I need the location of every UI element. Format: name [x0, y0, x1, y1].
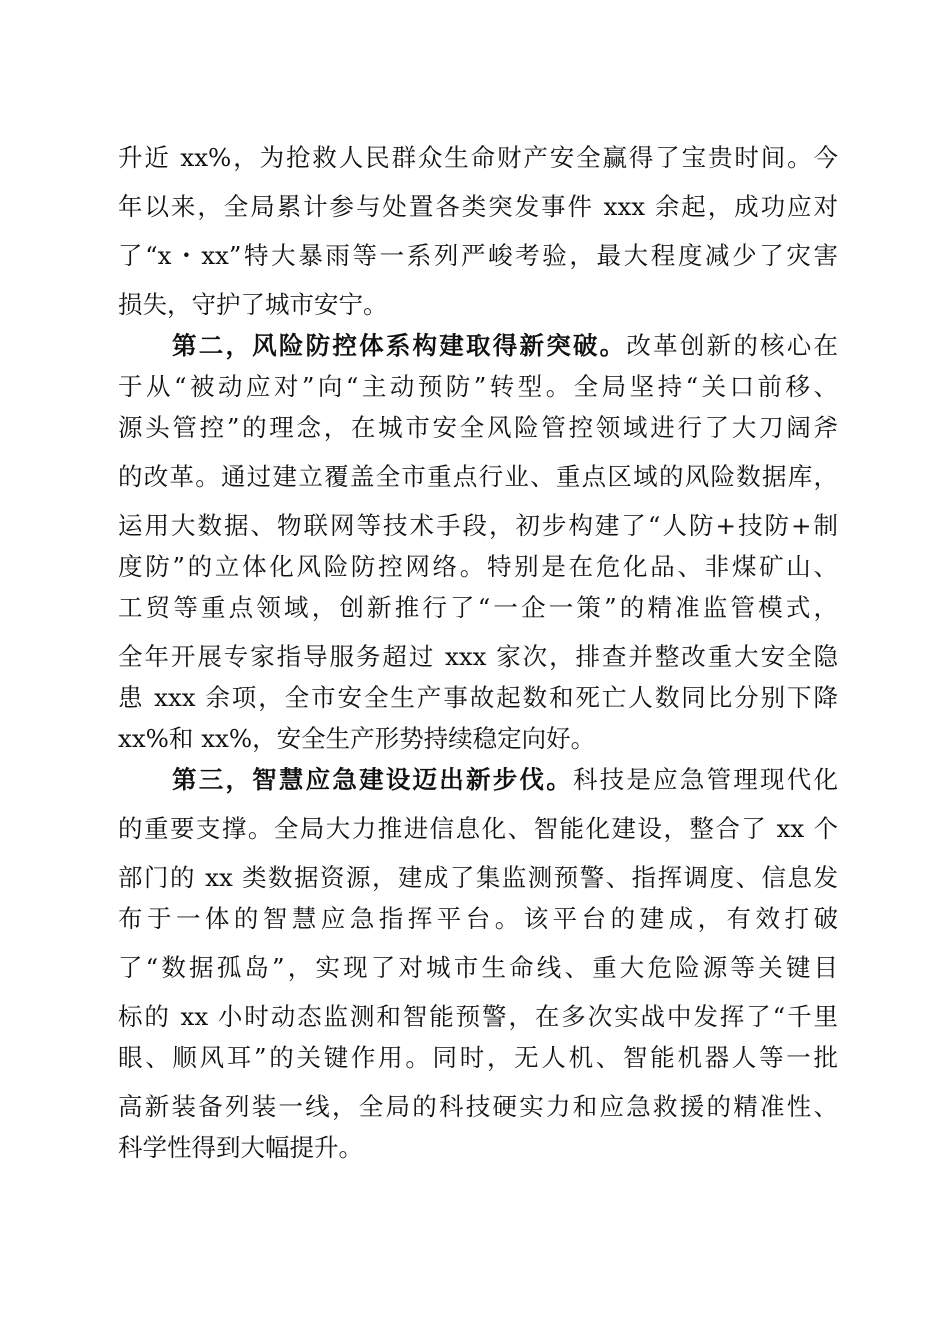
text-line: 源头管控”的理念，在城市安全风险管控领域进行了大刀阔斧 [118, 413, 838, 442]
text-line: 科学性得到大幅提升。 [118, 1133, 363, 1162]
text-line: 损失，守护了城市安宁。 [118, 290, 388, 319]
paragraph-first-line [172, 331, 838, 361]
text-line: 升近 xx%，为抢救人民群众生命财产安全赢得了宝贵时间。今 [118, 143, 838, 172]
text-line: 患 xxx 余项，全市安全生产事故起数和死亡人数同比分别下降 [118, 683, 838, 712]
text-line: 年以来，全局累计参与处置各类突发事件 xxx 余起，成功应对 [118, 192, 838, 221]
text-line: 的重要支撑。全局大力推进信息化、智能化建设，整合了 xx 个 [118, 814, 838, 843]
paragraph-heading: 第三，智慧应急建设迈出新步伐。 [172, 765, 573, 794]
text-line: 部门的 xx 类数据资源，建成了集监测预警、指挥调度、信息发 [118, 863, 838, 892]
paragraph-first-line [172, 765, 838, 795]
text-line: 标的 xx 小时动态监测和智能预警，在多次实战中发挥了“千里 [118, 1002, 838, 1031]
text-line: 眼、顺风耳”的关键作用。同时，无人机、智能机器人等一批 [118, 1043, 838, 1072]
text-line: 了“x・xx”特大暴雨等一系列严峻考验，最大程度减少了灾害 [118, 241, 838, 270]
text-line: 运用大数据、物联网等技术手段，初步构建了“人防+技防+制 [118, 511, 838, 540]
text-span: 科技是应急管理现代化 [572, 765, 838, 794]
text-line: 的改革。通过建立覆盖全市重点行业、重点区域的风险数据库， [118, 462, 838, 491]
text-line: 度防”的立体化风险防控网络。特别是在危化品、非煤矿山、 [118, 552, 838, 581]
text-line: 布于一体的智慧应急指挥平台。该平台的建成，有效打破 [118, 904, 838, 933]
text-span: 改革创新的核心在 [626, 331, 839, 360]
text-line: 高新装备列装一线，全局的科技硬实力和应急救援的精准性、 [118, 1092, 838, 1121]
paragraph-heading: 第二，风险防控体系构建取得新突破。 [172, 331, 627, 360]
text-line: 了“数据孤岛”，实现了对城市生命线、重大危险源等关键目 [118, 953, 838, 982]
text-line: 全年开展专家指导服务超过 xxx 家次，排查并整改重大安全隐 [118, 642, 838, 671]
text-line: 工贸等重点领域，创新推行了“一企一策”的精准监管模式， [118, 593, 838, 622]
text-line: 于从“被动应对”向“主动预防”转型。全局坚持“关口前移、 [118, 372, 838, 401]
text-line: xx%和 xx%，安全生产形势持续稳定向好。 [118, 724, 596, 753]
